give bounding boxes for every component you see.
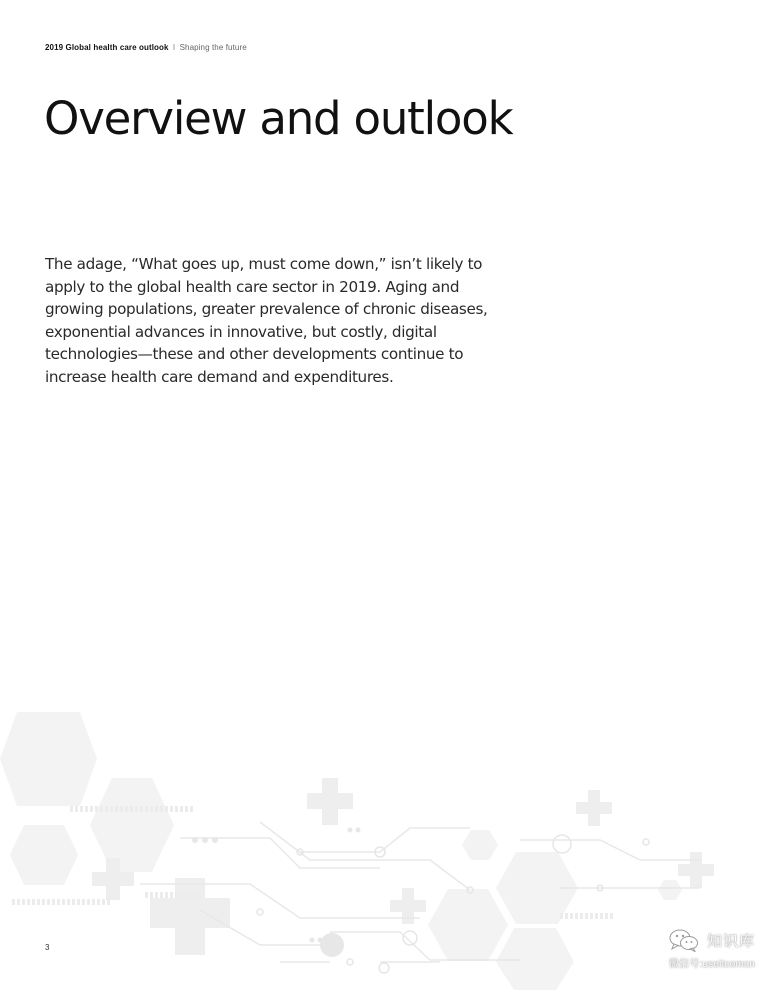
wechat-icon [669, 928, 699, 952]
hexagon-shape [90, 778, 174, 872]
watermark [669, 928, 755, 970]
hexagon-shape [10, 825, 78, 885]
hexagon-shape [496, 928, 574, 990]
page-number: 3 [45, 943, 50, 952]
hexagon-circuit-graphic [0, 700, 765, 990]
watermark-name: 知识库 [706, 932, 755, 950]
hexagon-shape [428, 889, 508, 961]
page-title: Overview and outlook [44, 92, 513, 145]
running-header [45, 43, 247, 52]
header-separator: I [172, 43, 176, 52]
hexagon-shape [462, 830, 498, 860]
hexagon-shape [0, 712, 97, 806]
lead-paragraph: The adage, “What goes up, must come down,” isn’t likely to apply to the global health care sector in 2019. Aging and growing populations, greater prevalence of chronic diseases, exponential advances in innovative, but costly, digital technologies—these and other developments continue to increase health care demand and expenditures. [45, 255, 488, 386]
cross-shape [150, 878, 230, 955]
watermark-account: 微信号:useitcomcn [668, 959, 755, 970]
report-title: 2019 Global health care outlook [45, 43, 169, 52]
cross-shape [576, 790, 612, 826]
cross-shape [307, 778, 353, 825]
hexagon-shape [658, 880, 682, 900]
cross-shape [678, 852, 714, 888]
report-subtitle: Shaping the future [179, 43, 247, 52]
